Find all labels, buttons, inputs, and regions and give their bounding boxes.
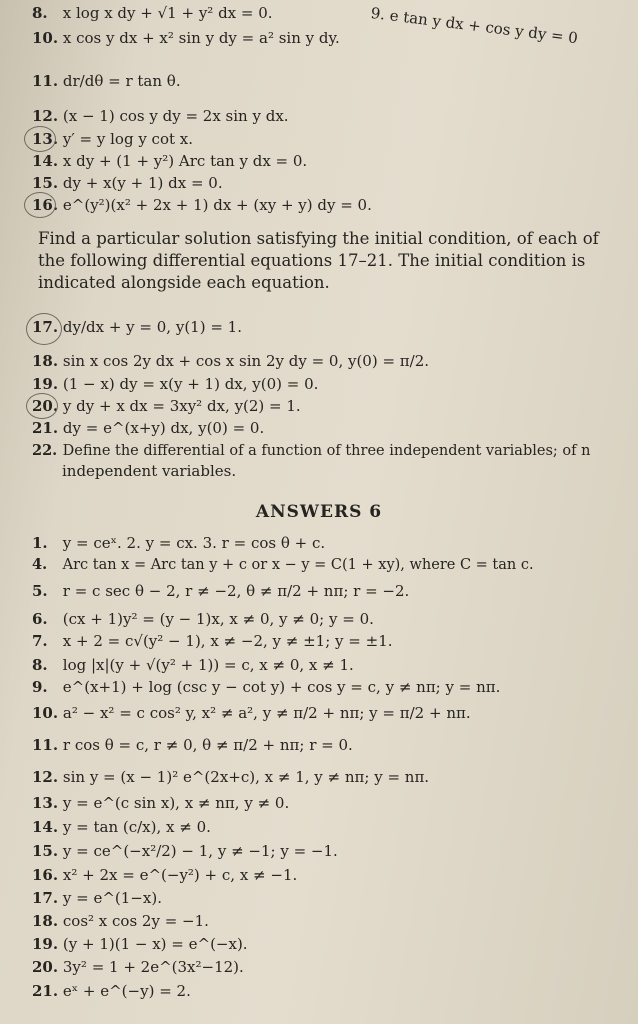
pen-circle-17 — [26, 313, 62, 345]
exercise-22: 22. Define the differential of a function of three independent variables; of n — [32, 442, 591, 459]
exercise-12: 12. (x − 1) cos y dy = 2x sin y dx. — [32, 107, 289, 125]
answer-17: 17. y = e^(1−x). — [32, 889, 162, 907]
exercise-21: 21. dy = e^(x+y) dx, y(0) = 0. — [32, 419, 265, 437]
answer-6: 6. (cx + 1)y² = (y − 1)x, x ≠ 0, y ≠ 0; y = 0. — [32, 610, 374, 628]
answer-9: 9. e^(x+1) + log (csc y − cot y) + cos y = c, y ≠ nπ; y = nπ. — [32, 678, 501, 696]
instruction-paragraph: Find a particular solution satisfying the initial condition, of each of the following differential equations 17–21. The initial condition is indicated alongside each equation. — [38, 229, 599, 292]
pen-circle-16 — [24, 192, 56, 218]
exercise-22-continued: independent variables. — [62, 462, 237, 480]
exercise-9-partial: 9. e tan y dx + cos y dy = 0 — [369, 4, 579, 48]
exercise-19: 19. (1 − x) dy = x(y + 1) dx, y(0) = 0. — [32, 375, 319, 393]
answer-20: 20. 3y² = 1 + 2e^(3x²−12). — [32, 958, 244, 976]
exercise-11: 11. dr/dθ = r tan θ. — [32, 72, 181, 90]
answer-15: 15. y = ce^(−x²/2) − 1, y ≠ −1; y = −1. — [32, 842, 338, 860]
exercise-20: 20. y dy + x dx = 3xy² dx, y(2) = 1. — [32, 397, 301, 415]
exercise-16: 16. e^(y²)(x² + 2x + 1) dx + (xy + y) dy = 0. — [32, 196, 372, 214]
exercise-13: 13. y′ = y log y cot x. — [32, 130, 194, 148]
answer-4: 4. Arc tan x = Arc tan y + c or x − y = C(1 + xy), where C = tan c. — [32, 556, 534, 573]
answer-5: 5. r = c sec θ − 2, r ≠ −2, θ ≠ π/2 + nπ; r = −2. — [32, 582, 410, 600]
answer-7: 7. x + 2 = c√(y² − 1), x ≠ −2, y ≠ ±1; y = ±1. — [32, 632, 393, 650]
exercise-15: 15. dy + x(y + 1) dx = 0. — [32, 174, 223, 192]
exercise-10: 10. x cos y dx + x² sin y dy = a² sin y dy. — [32, 29, 340, 47]
answer-18: 18. cos² x cos 2y = −1. — [32, 912, 209, 930]
answer-21: 21. eˣ + e^(−y) = 2. — [32, 982, 191, 1000]
exercise-18: 18. sin x cos 2y dx + cos x sin 2y dy = 0, y(0) = π/2. — [32, 352, 430, 370]
answer-1: 1. y = ceˣ. 2. y = cx. 3. r = cos θ + c. — [32, 534, 326, 552]
answer-12: 12. sin y = (x − 1)² e^(2x+c), x ≠ 1, y ≠ nπ; y = nπ. — [32, 768, 430, 786]
exercise-8: 8. x log x dy + √1 + y² dx = 0. — [32, 4, 273, 22]
exercise-14: 14. x dy + (1 + y²) Arc tan y dx = 0. — [32, 152, 308, 170]
answers-heading: ANSWERS 6 — [255, 502, 383, 522]
answer-14: 14. y = tan (c/x), x ≠ 0. — [32, 818, 211, 836]
answer-13: 13. y = e^(c sin x), x ≠ nπ, y ≠ 0. — [32, 794, 290, 812]
answer-11: 11. r cos θ = c, r ≠ 0, θ ≠ π/2 + nπ; r = 0. — [32, 736, 353, 754]
answer-8: 8. log |x|(y + √(y² + 1)) = c, x ≠ 0, x ≠ 1. — [32, 656, 354, 674]
answer-10: 10. a² − x² = c cos² y, x² ≠ a², y ≠ π/2 + nπ; y = π/2 + nπ. — [32, 704, 471, 722]
pen-circle-13 — [24, 126, 56, 152]
pen-circle-20 — [26, 393, 58, 419]
exercise-17: 17. dy/dx + y = 0, y(1) = 1. — [32, 318, 242, 336]
answer-16: 16. x² + 2x = e^(−y²) + c, x ≠ −1. — [32, 866, 298, 884]
answer-19: 19. (y + 1)(1 − x) = e^(−x). — [32, 935, 248, 953]
